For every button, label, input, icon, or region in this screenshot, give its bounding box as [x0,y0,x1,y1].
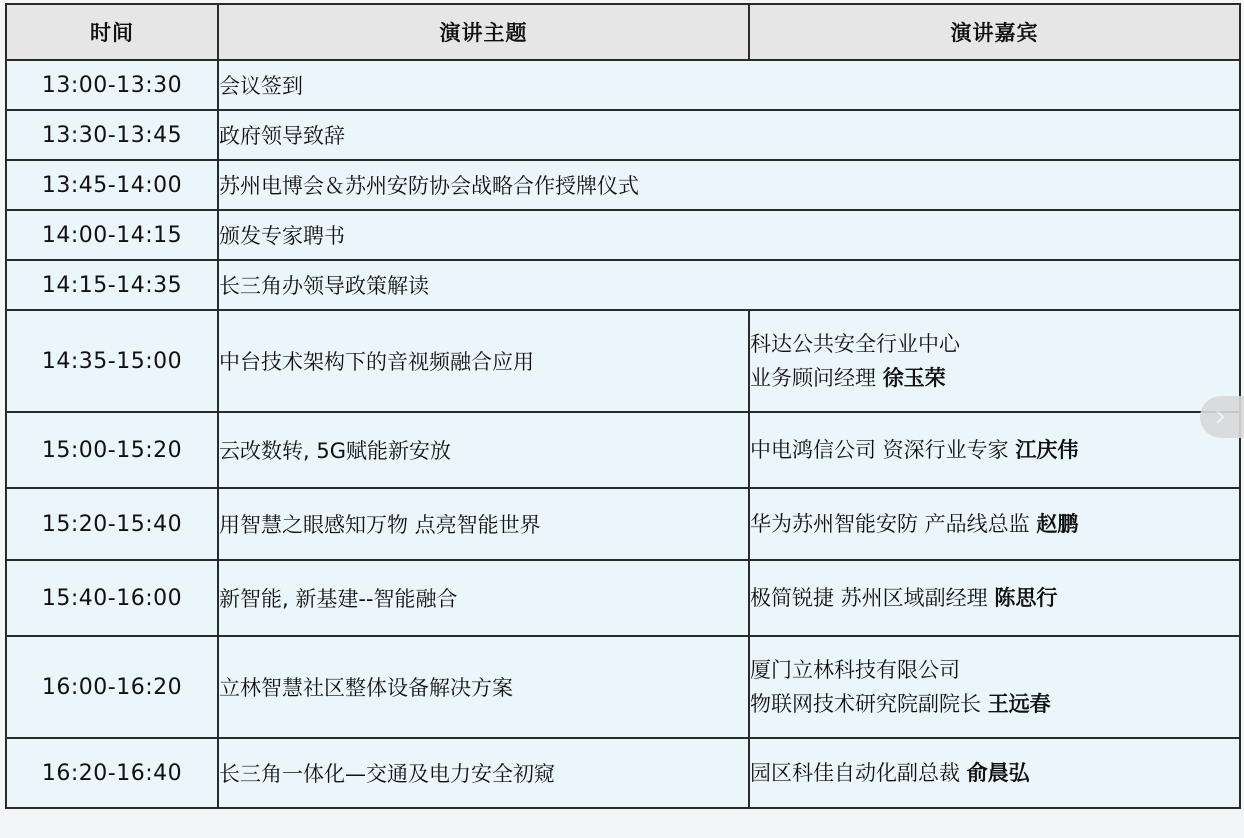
speaker-role-line [750,361,1239,395]
topic-cell: 用智慧之眼感知万物 点亮智能世界 [218,488,749,560]
speaker-role-line [750,687,1239,721]
time-cell: 14:35-15:00 [6,310,218,412]
time-cell: 15:20-15:40 [6,488,218,560]
table-row [6,110,1240,160]
scroll-next-button[interactable] [1200,396,1244,438]
topic-cell: 中台技术架构下的音视频融合应用 [218,310,749,412]
time-cell: 14:15-14:35 [6,260,218,310]
speaker-org: 科达公共安全行业中心 [750,332,960,356]
time-cell: 16:00-16:20 [6,636,218,738]
speaker-org: 厦门立林科技有限公司 [750,658,960,682]
time-cell: 13:00-13:30 [6,60,218,110]
speaker-name: 俞晨弘 [966,761,1030,785]
time-cell: 14:00-14:15 [6,210,218,260]
table-row [6,738,1240,808]
time-cell: 15:00-15:20 [6,412,218,488]
header-topic: 演讲主题 [218,4,749,60]
speaker-cell [749,560,1240,636]
table-row [6,412,1240,488]
time-cell: 13:30-13:45 [6,110,218,160]
chevron-right-icon [1210,407,1230,427]
table-row [6,260,1240,310]
table-row [6,60,1240,110]
topic-cell: 政府领导致辞 [218,110,1240,160]
speaker-name: 陈思行 [994,586,1058,610]
table-row [6,636,1240,738]
topic-cell: 长三角办领导政策解读 [218,260,1240,310]
speaker-cell [749,412,1240,488]
topic-cell: 长三角一体化—交通及电力安全初窥 [218,738,749,808]
speaker-title: 园区科佳自动化副总裁 [750,761,967,785]
speaker-cell [749,488,1240,560]
topic-cell: 会议签到 [218,60,1240,110]
topic-cell: 立林智慧社区整体设备解决方案 [218,636,749,738]
table-row [6,560,1240,636]
header-row [6,4,1240,60]
time-cell: 16:20-16:40 [6,738,218,808]
speaker-name: 徐玉荣 [882,366,946,390]
speaker-name: 王远春 [987,692,1051,716]
speaker-cell [749,310,1240,412]
topic-cell: 新智能, 新基建--智能融合 [218,560,749,636]
time-cell: 13:45-14:00 [6,160,218,210]
agenda-table [5,3,1241,809]
table-row [6,488,1240,560]
header-speaker: 演讲嘉宾 [749,4,1240,60]
speaker-title: 华为苏州智能安防 产品线总监 [750,512,1037,536]
table-row [6,160,1240,210]
speaker-cell [749,636,1240,738]
table-row [6,310,1240,412]
table-row [6,210,1240,260]
speaker-name: 赵鹏 [1036,512,1079,536]
speaker-cell [749,738,1240,808]
topic-cell: 云改数转, 5G赋能新安放 [218,412,749,488]
speaker-title: 极简锐捷 苏州区域副经理 [750,586,995,610]
speaker-name: 江庆伟 [1015,438,1079,462]
speaker-title: 业务顾问经理 [750,366,883,390]
speaker-title: 中电鸿信公司 资深行业专家 [750,438,1016,462]
time-cell: 15:40-16:00 [6,560,218,636]
header-time: 时间 [6,4,218,60]
topic-cell: 苏州电博会＆苏州安防协会战略合作授牌仪式 [218,160,1240,210]
topic-cell: 颁发专家聘书 [218,210,1240,260]
speaker-title: 物联网技术研究院副院长 [750,692,988,716]
